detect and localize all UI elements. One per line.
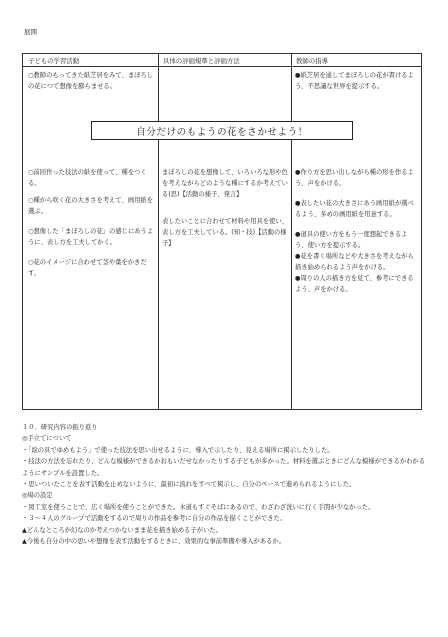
guidance-item: ●花を書く場所などや大きさを考えながら描き始められるよう声をかける。 xyxy=(295,253,414,271)
row2-evaluation-criteria xyxy=(162,167,288,249)
page-heading: 展開 xyxy=(24,28,37,36)
reflection-item: ▲今後も自分の中の思いや想像を表す活動をするときに、効果的な事前準備や導入があるか。 xyxy=(22,538,286,546)
section-heading: ◎場の設定 xyxy=(22,492,53,500)
guidance-item: ●作り方を思い出しながら種の形を作るよう、声をかける。 xyxy=(295,169,414,187)
reflection-item: ・「絵の具でゆめもよう」で使った技法を思い出せるように、導入で示したり、見える場所に掲示したりした。 xyxy=(22,446,334,454)
guidance-item: ●周りの人の描き方を見て、参考にできるよう、声をかける。 xyxy=(295,275,414,293)
header-evaluation-criteria: 具体の評価規準と評価方法 xyxy=(163,57,240,65)
activity-item: ○想像した「まぼろしの花」の感じにあうように、表し方を工夫してかく。 xyxy=(28,228,154,246)
activity-item: ○教師のもってきた紙芝居をみて、まぼろしの花につて想像を膨らませる。 xyxy=(28,72,154,90)
criteria-item: まぼろしの花を想像して、いろいろな形や色を考えながらどのような種にするか考えている(思)【活動の様子、発言】 xyxy=(162,169,288,198)
header-divider xyxy=(23,66,421,67)
column-divider xyxy=(291,54,292,409)
row2-learning-activity xyxy=(28,167,156,279)
reflection-item: ・技法の方法を忘れたり、どんな模様ができるかおもいだせなかったりする子どもが多かった。材料を選ぶときにどんな模様ができるかわかるようにサンプルを設置した。 xyxy=(22,458,425,477)
guidance-item: ●紙芝居を通してまぼろしの花が書けるよう、不思議な世界を提示する。 xyxy=(295,72,414,90)
section-heading: ◎手立てについて xyxy=(22,435,72,443)
reflection-item: ▲どんなところが幻なのか考えつかないまま花を描き始める子がいた。 xyxy=(22,526,222,534)
row1-teacher-guidance xyxy=(295,70,419,92)
header-learning-activity: 子どもの学習活動 xyxy=(28,57,80,65)
row2-teacher-guidance xyxy=(295,167,419,295)
reflection-item: ・思いついたことを表す活動を止めないように、最初に流れをすべて掲示し、自分のペースで進められるようにした。 xyxy=(22,481,356,489)
guidance-item: ●道具の使い方をもう一度想起できるよう、使い方を提示する。 xyxy=(295,231,408,249)
reflection-section xyxy=(22,422,427,547)
activity-item: ○種から咲く花の大きさを考えて、画用紙を選ぶ。 xyxy=(28,197,154,215)
reflection-item: ・図工室を使うことで、広く場所を使うことができた。水道もすぐそばにあるので、わざわざ洗いに行く手間が少なかった。 xyxy=(22,503,375,511)
row1-learning-activity xyxy=(28,70,156,92)
criteria-item: 表したいことに合わせて材料や用具を使い、表し方を工夫している。(知・技)【活動の様子】 xyxy=(162,218,288,247)
lesson-goal-banner: 自分だけのもようの花をさかせよう！ xyxy=(91,121,353,140)
activity-item: ○花のイメージに合わせて茎や葉をかきだす。 xyxy=(28,259,147,277)
guidance-item: ●表したい花の大きさにあう画用紙が選べるよう、多めの画用紙を用意する。 xyxy=(295,200,414,218)
column-divider xyxy=(158,54,159,409)
reflection-title: １０．研究内容の振り返り xyxy=(22,424,98,431)
lesson-plan-table xyxy=(22,53,422,410)
reflection-item: ・３～４人のグループで活動をするので周りの作品を参考に自分の作品を描くことができた。 xyxy=(22,515,287,523)
header-teacher-guidance: 教師の指導 xyxy=(296,57,328,65)
activity-item: ○前回作った技法の紙を使って、種をつくる。 xyxy=(28,169,147,187)
